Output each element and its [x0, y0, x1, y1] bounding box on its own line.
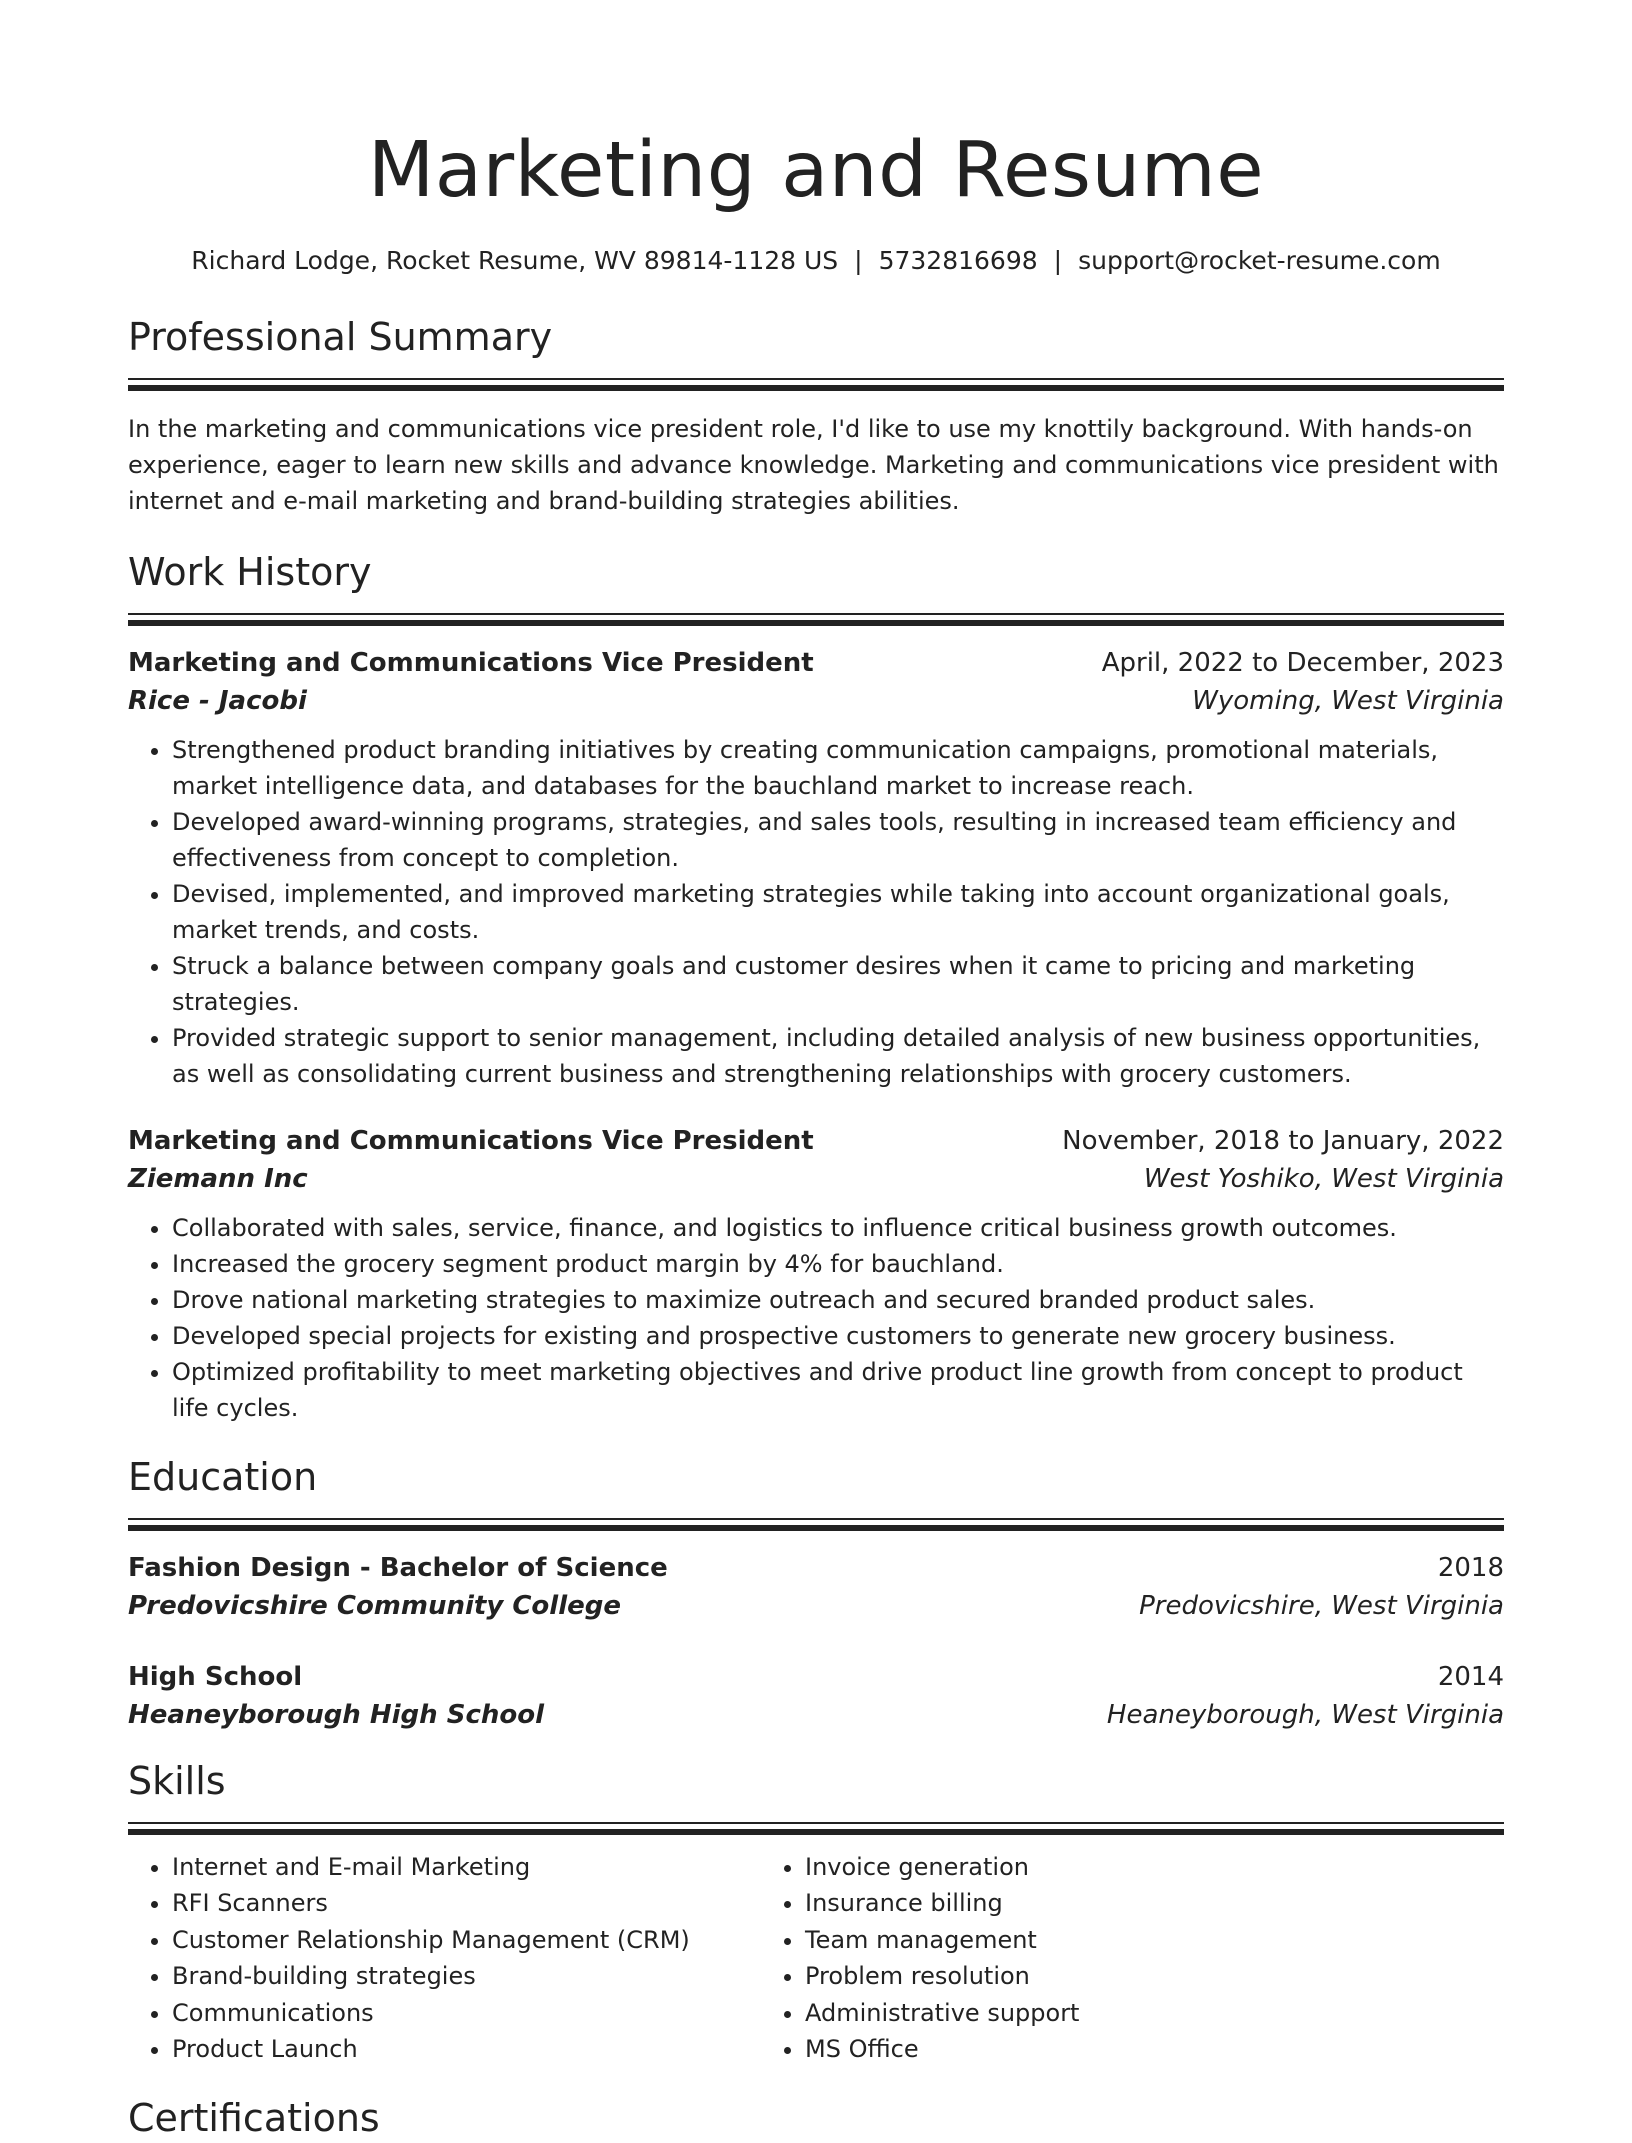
- job-bullet: • Drove national marketing strategies to maximize outreach and secured branded product sales.: [172, 1282, 1504, 1318]
- contact-separator: |: [1053, 246, 1063, 275]
- skill-item: • Communications: [172, 1995, 761, 2031]
- job-bullet: • Increased the grocery segment product margin by 4% for bauchland.: [172, 1246, 1504, 1282]
- summary-section: [128, 312, 1504, 519]
- skill-item: • Internet and E-mail Marketing: [172, 1849, 761, 1885]
- skill-item: • MS Office: [805, 2031, 1394, 2067]
- skill-item: • RFI Scanners: [172, 1885, 761, 1921]
- education-year: 2014: [1437, 1662, 1504, 1692]
- resume-name: Marketing and Resume: [367, 126, 1265, 215]
- job-title-row: [128, 1122, 1504, 1160]
- section-heading-skills: Skills: [128, 1759, 226, 1803]
- job-bullet: • Developed award-winning programs, strategies, and sales tools, resulting in increased team efficiency and effectiveness from concept to completion.: [172, 804, 1504, 876]
- job-bullet: • Devised, implemented, and improved marketing strategies while taking into account organizational goals, market trends, and costs.: [172, 876, 1504, 948]
- education-section: [128, 1452, 1504, 1734]
- job-title: Marketing and Communications Vice President: [128, 648, 814, 678]
- job-location: Wyoming, West Virginia: [1192, 686, 1504, 716]
- job-bullet: • Provided strategic support to senior management, including detailed analysis of new business opportunities, as well as consolidating current business and strengthening relationships with grocery customers.: [172, 1020, 1504, 1092]
- job-entry: [128, 644, 1504, 1092]
- education-year: 2018: [1437, 1553, 1504, 1583]
- skill-item: • Insurance billing: [805, 1885, 1394, 1921]
- education-entry: [128, 1658, 1504, 1734]
- certifications-section: [128, 2093, 1504, 2143]
- job-company-row: [128, 1160, 1504, 1198]
- skill-item: • Product Launch: [172, 2031, 761, 2067]
- job-bullet: • Strengthened product branding initiatives by creating communication campaigns, promotional materials, market intelligence data, and databases for the bauchland market to increase reach.: [172, 732, 1504, 804]
- section-heading-summary: Professional Summary: [128, 315, 553, 359]
- job-bullet: • Collaborated with sales, service, finance, and logistics to influence critical business growth outcomes.: [172, 1210, 1504, 1246]
- job-title-row: [128, 644, 1504, 682]
- education-school: Predovicshire Community College: [128, 1591, 621, 1621]
- job-title: Marketing and Communications Vice President: [128, 1126, 814, 1156]
- skill-item: • Brand-building strategies: [172, 1958, 761, 1994]
- contact-email: support@rocket-resume.com: [1078, 246, 1441, 275]
- work-history-section: [128, 547, 1504, 1426]
- section-divider: [128, 1822, 1504, 1835]
- education-school-row: [128, 1696, 1504, 1734]
- job-bullets: [128, 732, 1504, 1092]
- education-degree-row: [128, 1549, 1504, 1587]
- education-degree-row: [128, 1658, 1504, 1696]
- section-divider: [128, 1518, 1504, 1531]
- job-location: West Yoshiko, West Virginia: [1143, 1164, 1504, 1194]
- job-company: Ziemann Inc: [128, 1164, 308, 1194]
- skill-item: • Administrative support: [805, 1995, 1394, 2031]
- education-degree: Fashion Design - Bachelor of Science: [128, 1553, 668, 1583]
- section-heading-work-history: Work History: [128, 550, 372, 594]
- job-company: Rice - Jacobi: [128, 686, 307, 716]
- education-entry: [128, 1549, 1504, 1625]
- resume-page: [128, 0, 1504, 2143]
- section-divider: [128, 613, 1504, 626]
- summary-text: In the marketing and communications vice president role, I'd like to use my knottily background. With hands-on experience, eager to learn new skills and advance knowledge. Marketing and communications vice president with internet and e-mail marketing and brand-building strategies abilities.: [128, 415, 1499, 515]
- job-dates: November, 2018 to January, 2022: [1062, 1126, 1504, 1156]
- job-dates: April, 2022 to December, 2023: [1101, 648, 1504, 678]
- contact-address: Richard Lodge, Rocket Resume, WV 89814-1128 US: [191, 246, 839, 275]
- job-entry: [128, 1122, 1504, 1426]
- education-location: Predovicshire, West Virginia: [1139, 1591, 1504, 1621]
- job-bullet: • Optimized profitability to meet marketing objectives and drive product line growth from concept to product life cycles.: [172, 1354, 1504, 1426]
- section-heading-education: Education: [128, 1455, 318, 1499]
- section-heading-certifications: Certifications: [128, 2096, 380, 2141]
- job-bullet: • Struck a balance between company goals and customer desires when it came to pricing and marketing strategies.: [172, 948, 1504, 1020]
- education-degree: High School: [128, 1662, 303, 1692]
- job-bullets: [128, 1210, 1504, 1426]
- job-company-row: [128, 682, 1504, 720]
- contact-phone: 5732816698: [878, 246, 1038, 275]
- skill-item: • Team management: [805, 1922, 1394, 1958]
- skills-list-left: [128, 1849, 761, 2067]
- education-school-row: [128, 1587, 1504, 1625]
- skills-columns: [128, 1849, 1504, 2067]
- skill-item: • Problem resolution: [805, 1958, 1394, 1994]
- education-school: Heaneyborough High School: [128, 1700, 544, 1730]
- skills-list-right: [761, 1849, 1394, 2067]
- contact-line: [128, 244, 1504, 278]
- education-location: Heaneyborough, West Virginia: [1106, 1700, 1504, 1730]
- contact-separator: |: [854, 246, 863, 275]
- job-bullet: • Developed special projects for existing and prospective customers to generate new grocery business.: [172, 1318, 1504, 1354]
- skill-item: • Invoice generation: [805, 1849, 1394, 1885]
- skill-item: • Customer Relationship Management (CRM): [172, 1922, 761, 1958]
- skills-section: [128, 1756, 1504, 2067]
- section-divider: [128, 378, 1504, 391]
